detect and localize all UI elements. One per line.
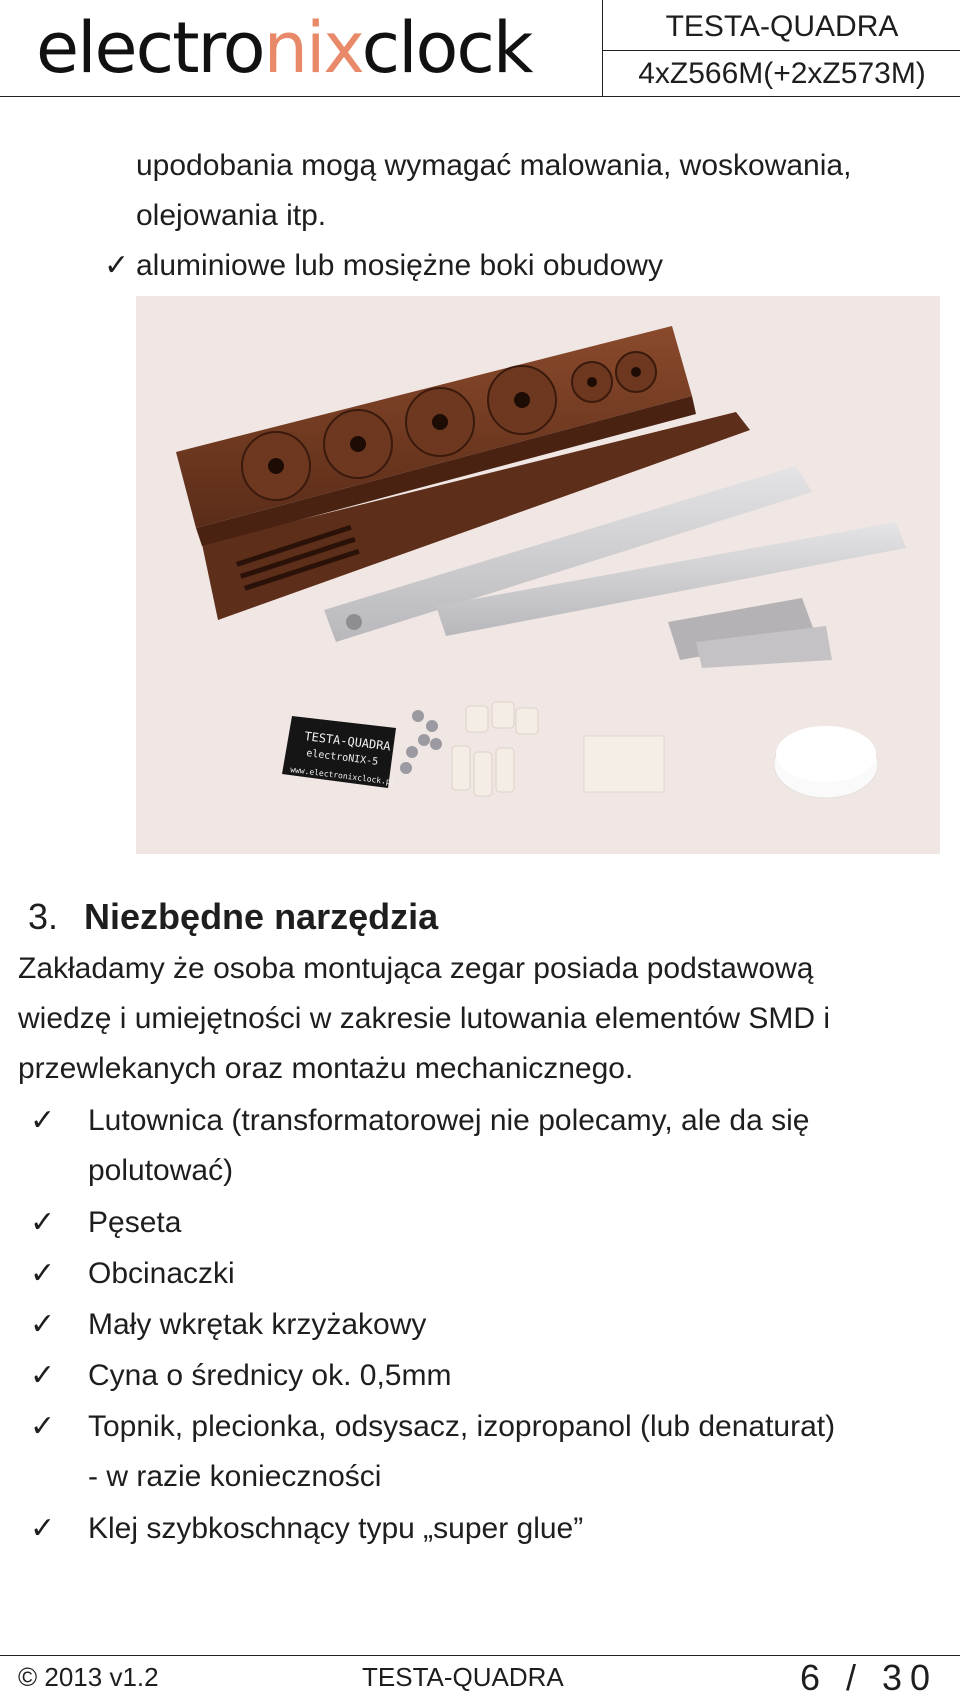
header-title: TESTA-QUADRA [603, 0, 960, 51]
check-icon: ✓ [30, 1206, 56, 1239]
check-icon: ✓ [30, 1104, 56, 1137]
product-photo [136, 296, 940, 854]
paragraph-line-3: przewlekanych oraz montażu mechanicznego. [18, 1052, 634, 1085]
footer-title: TESTA-QUADRA [362, 1662, 564, 1692]
tool-item: Cyna o średnicy ok. 0,5mm [88, 1359, 452, 1392]
badge-text-3: www.electronixclock.pl [289, 765, 397, 787]
section-title: Niezbędne narzędzia [84, 896, 439, 937]
kit-parts-illustration [136, 296, 940, 854]
tool-item: Lutownica (transformatorowej nie polecamy, ale da się [88, 1104, 810, 1137]
badge-text-1: TESTA-QUADRA [303, 729, 392, 754]
page-number: 6 / 30 [800, 1657, 939, 1698]
page-footer [0, 1655, 960, 1698]
badge-text-2: electroNIX-5 [305, 748, 379, 768]
check-icon: ✓ [30, 1308, 56, 1341]
tool-item: Obcinaczki [88, 1257, 235, 1290]
screws [400, 710, 442, 774]
tool-item: Topnik, plecionka, odsysacz, izopropanol (lub denaturat) [88, 1410, 836, 1443]
header-subtitle: 4xZ566M(+2xZ573M) [638, 57, 926, 90]
tool-item: Mały wkrętak krzyżakowy [88, 1308, 427, 1341]
brand-logo: electronixclock [36, 7, 532, 89]
paragraph-line-2: wiedzę i umiejętności w zakresie lutowania elementów SMD i [18, 1002, 831, 1035]
section-heading [28, 895, 438, 939]
page-header [0, 0, 960, 97]
check-icon: ✓ [30, 1359, 56, 1392]
tool-item-continued: polutować) [88, 1154, 234, 1187]
paragraph-line-1: Zakładamy że osoba montująca zegar posiada podstawową [18, 952, 814, 985]
check-icon: ✓ [30, 1257, 56, 1290]
tool-item: Klej szybkoschnący typu „super glue” [88, 1512, 584, 1545]
intro-line-1: upodobania mogą wymagać malowania, woskowania, [136, 149, 852, 182]
tool-item: Pęseta [88, 1206, 182, 1239]
tool-item-continued: - w razie konieczności [88, 1460, 382, 1493]
check-icon: ✓ [30, 1410, 56, 1443]
section-number: 3. [28, 896, 59, 937]
intro-line-2: olejowania itp. [136, 199, 327, 232]
footer-copyright: © 2013 v1.2 [18, 1662, 159, 1692]
rubber-feet-sheet [584, 736, 664, 792]
spacers [452, 702, 538, 796]
header-title-box [602, 0, 960, 96]
check-icon: ✓ [104, 249, 130, 282]
check-icon: ✓ [30, 1512, 56, 1545]
intro-bullet: aluminiowe lub mosiężne boki obudowy [136, 249, 663, 282]
